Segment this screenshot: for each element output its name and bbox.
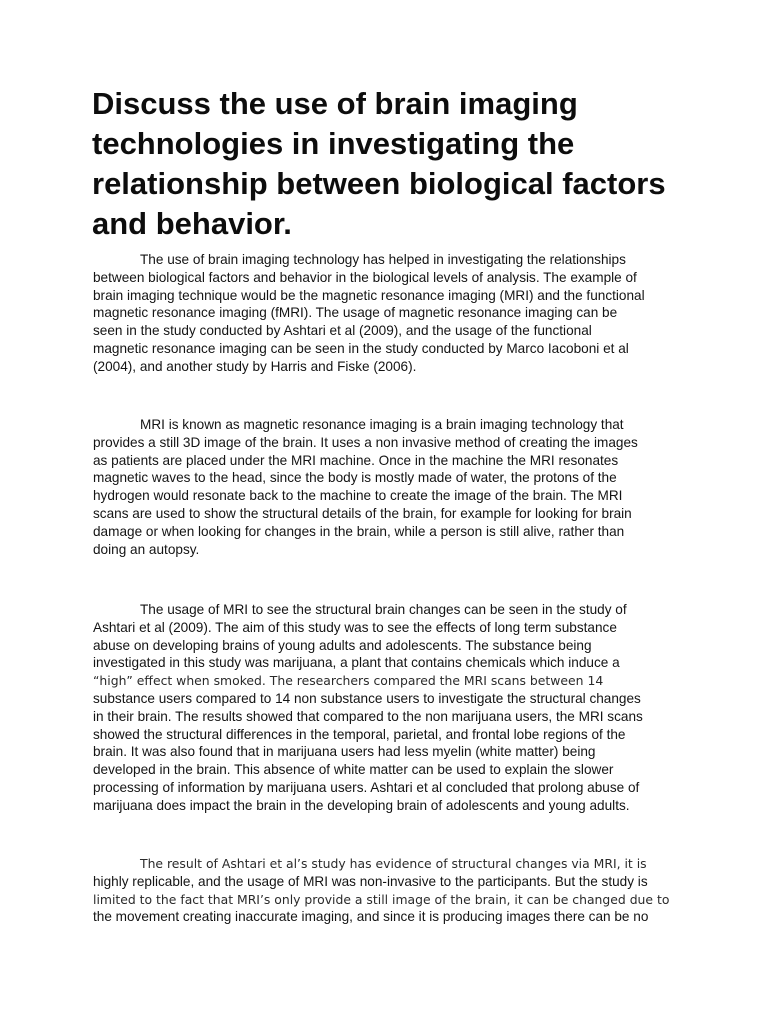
text-line: damage or when looking for changes in the brain, while a person is still alive, rather than <box>93 523 625 539</box>
text-line: brain. It was also found that in marijuana users had less myelin (white matter) being <box>93 744 596 760</box>
text-line: scans are used to show the structural details of the brain, for example for looking for brain <box>93 505 632 521</box>
text-line: magnetic waves to the head, since the body is mostly made of water, the protons of the <box>93 470 617 486</box>
text-line: developed in the brain. This absence of white matter can be used to explain the slower <box>93 762 614 778</box>
document-title <box>92 84 692 244</box>
title-line: relationship between biological factors <box>92 166 666 201</box>
text-line: Ashtari et al (2009). The aim of this study was to see the effects of long term substance <box>93 619 617 635</box>
paragraph-introduction <box>93 251 679 376</box>
text-line: magnetic resonance imaging (fMRI). The usage of magnetic resonance imaging can be <box>93 305 618 321</box>
title-line: technologies in investigating the <box>92 126 575 161</box>
text-line: The result of Ashtari et al’s study has evidence of structural changes via MRI, it is <box>140 856 647 871</box>
text-line: (2004), and another study by Harris and Fiske (2006). <box>93 358 417 374</box>
text-line: magnetic resonance imaging can be seen in the study conducted by Marco Iacoboni et al <box>93 340 629 356</box>
text-line: MRI is known as magnetic resonance imaging is a brain imaging technology that <box>140 417 624 432</box>
text-line: in their brain. The results showed that compared to the non marijuana users, the MRI scans <box>93 708 643 724</box>
text-line: The use of brain imaging technology has helped in investigating the relationships <box>140 252 626 267</box>
paragraph-ashtari-study <box>93 601 679 815</box>
text-line: marijuana does impact the brain in the developing brain of adolescents and young adults. <box>93 797 630 813</box>
text-line: doing an autopsy. <box>93 541 200 557</box>
text-line: as patients are placed under the MRI machine. Once in the machine the MRI resonates <box>93 452 619 468</box>
text-line: substance users compared to 14 non substance users to investigate the structural changes <box>93 690 641 706</box>
text-line: provides a still 3D image of the brain. It uses a non invasive method of creating the images <box>93 434 638 450</box>
text-line: investigated in this study was marijuana, a plant that contains chemicals which induce a <box>93 655 620 671</box>
text-line: between biological factors and behavior in the biological levels of analysis. The example of <box>93 269 637 285</box>
text-line: hydrogen would resonate back to the machine to create the image of the brain. The MRI <box>93 488 623 504</box>
text-line: processing of information by marijuana users. Ashtari et al concluded that prolong abuse of <box>93 779 640 795</box>
text-line: highly replicable, and the usage of MRI was non-invasive to the participants. But the study is <box>93 873 648 889</box>
title-line: and behavior. <box>92 206 292 241</box>
title-line: Discuss the use of brain imaging <box>92 86 578 121</box>
text-line: brain imaging technique would be the magnetic resonance imaging (MRI) and the functional <box>93 287 645 303</box>
paragraph-mri-definition <box>93 416 679 558</box>
text-line: abuse on developing brains of young adults and adolescents. The substance being <box>93 637 592 653</box>
paragraph-evaluation <box>93 855 679 926</box>
text-line: the movement creating inaccurate imaging, and since it is producing images there can be no <box>93 909 649 925</box>
text-line: limited to the fact that MRI’s only provide a still image of the brain, it can be changed due to <box>93 891 670 907</box>
text-line: showed the structural differences in the temporal, parietal, and frontal lobe regions of the <box>93 726 626 742</box>
text-line: seen in the study conducted by Ashtari et al (2009), and the usage of the functional <box>93 323 592 339</box>
text-line: “high” effect when smoked. The researchers compared the MRI scans between 14 <box>93 673 604 689</box>
text-line: The usage of MRI to see the structural brain changes can be seen in the study of <box>140 602 627 617</box>
